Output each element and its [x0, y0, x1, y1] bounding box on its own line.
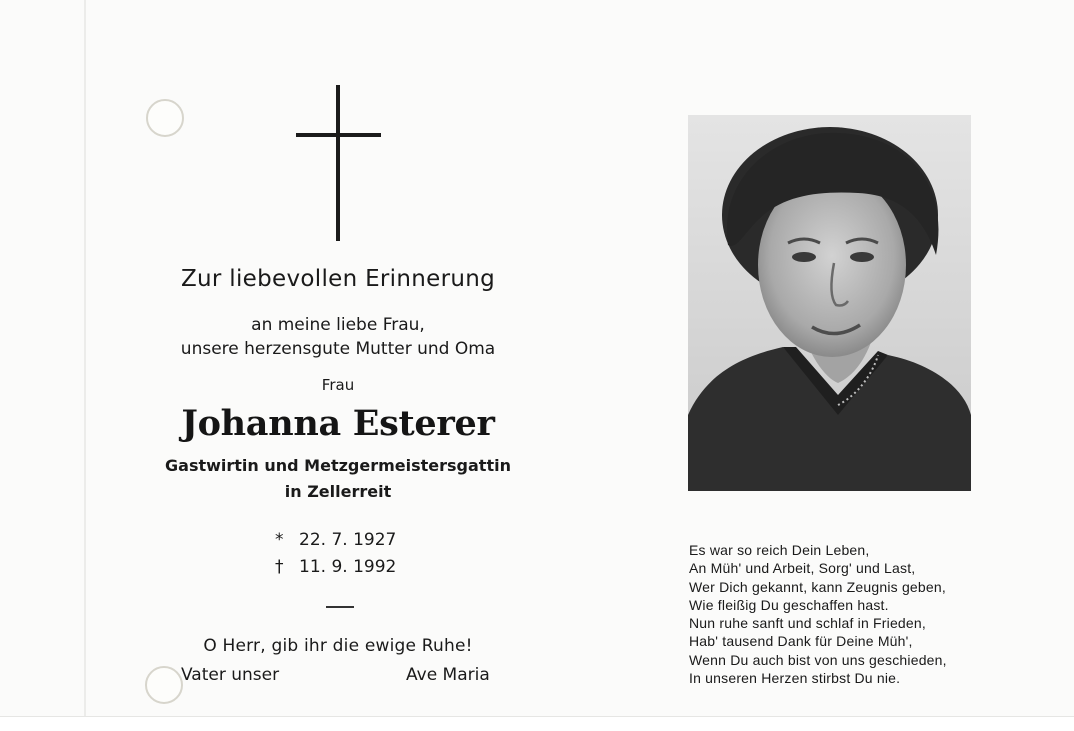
- punch-hole-top: [146, 99, 184, 137]
- occupation: Gastwirtin und Metzgermeistersgattin: [165, 456, 511, 475]
- separator-dash: [326, 606, 354, 608]
- poem-line: Wenn Du auch bist von uns geschieden,: [689, 651, 947, 668]
- deceased-name: Johanna Esterer: [181, 403, 495, 444]
- death-symbol: †: [275, 557, 284, 577]
- poem-line: An Müh' und Arbeit, Sorg' und Last,: [689, 560, 916, 577]
- portrait-photo: [688, 115, 971, 491]
- paper-edge: [84, 0, 86, 730]
- prayer-ave-maria: Ave Maria: [406, 665, 490, 685]
- poem-line: In unseren Herzen stirbst Du nie.: [689, 670, 901, 687]
- paper-bottom-edge: [0, 716, 1074, 731]
- birth-date: 22. 7. 1927: [299, 530, 397, 550]
- death-date: 11. 9. 1992: [299, 557, 397, 577]
- prayer-vater-unser: Vater unser: [181, 665, 280, 685]
- cross-vertical-bar: [336, 85, 340, 241]
- name-title: Frau: [321, 376, 355, 394]
- card-heading: Zur liebevollen Erinnerung: [181, 266, 495, 292]
- punch-hole-bottom: [145, 666, 183, 704]
- residence: in Zellerreit: [284, 482, 392, 501]
- birth-date-row: [275, 530, 396, 550]
- poem-line: Hab' tausend Dank für Deine Müh',: [689, 633, 913, 650]
- cross-horizontal-bar: [296, 133, 381, 137]
- poem-line: Nun ruhe sanft und schlaf in Frieden,: [689, 615, 926, 632]
- birth-symbol: *: [275, 530, 284, 550]
- poem: [689, 541, 947, 687]
- dedication-line-2: unsere herzensgute Mutter und Oma: [180, 339, 496, 359]
- death-date-row: [275, 557, 396, 577]
- poem-line: Es war so reich Dein Leben,: [689, 542, 870, 558]
- poem-line: Wie fleißig Du geschaffen hast.: [689, 596, 889, 613]
- portrait-image: [688, 115, 971, 491]
- poem-line: Wer Dich gekannt, kann Zeugnis geben,: [689, 578, 946, 595]
- dedication-line-1: an meine liebe Frau,: [251, 315, 425, 335]
- prayer-line: O Herr, gib ihr die ewige Ruhe!: [203, 636, 473, 656]
